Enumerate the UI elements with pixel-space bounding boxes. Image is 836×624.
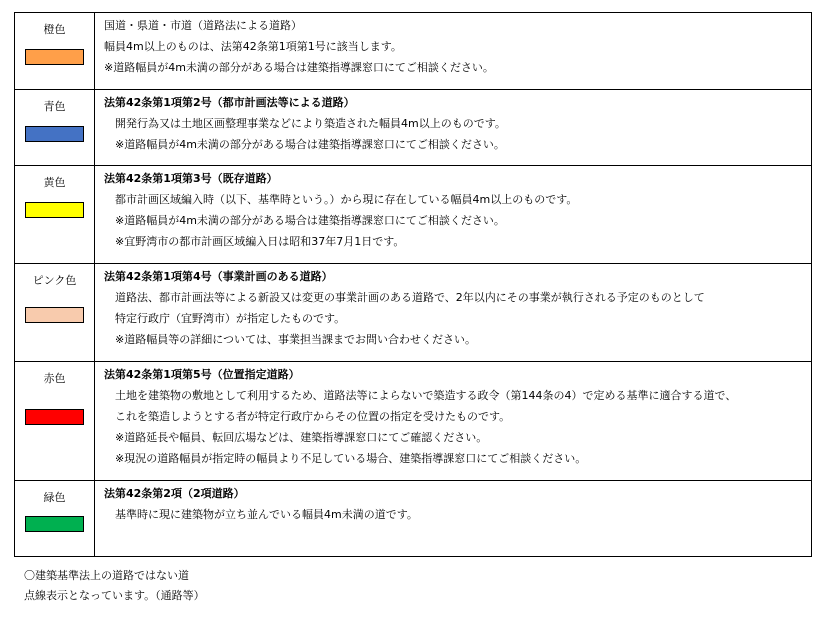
legend-color-cell <box>15 264 95 362</box>
road-type-title: 法第42条第1項第2号（都市計画法等による道路） <box>104 96 355 109</box>
legend-color-cell <box>15 481 95 557</box>
green-swatch <box>25 516 84 532</box>
legend-description-cell <box>95 264 812 362</box>
yellow-swatch <box>25 202 84 218</box>
note-line: ※道路幅員が4m未満の部分がある場合は建築指導課窓口にてご相談ください。 <box>104 61 494 74</box>
blue-swatch <box>25 126 84 142</box>
pink-swatch <box>25 307 84 323</box>
legend-color-cell <box>15 166 95 264</box>
non-road-heading: 〇建築基準法上の道路ではない道 <box>24 569 189 582</box>
legend-row-blue <box>15 90 812 166</box>
road-type-title: 法第42条第1項第4号（事業計画のある道路） <box>104 270 333 283</box>
description-line: 都市計画区域編入時（以下、基準時という。）から現に存在している幅員4m以上のものです。 <box>104 193 578 206</box>
legend-description-cell <box>95 13 812 90</box>
note-line: ※道路幅員等の詳細については、事業担当課までお問い合わせください。 <box>104 333 476 346</box>
legend-row-pink <box>15 264 812 362</box>
non-road-note <box>24 566 205 606</box>
color-name: 緑色 <box>43 491 66 504</box>
legend-color-cell <box>15 13 95 90</box>
road-type-title: 法第42条第1項第5号（位置指定道路） <box>104 368 300 381</box>
legend-description-cell <box>95 362 812 481</box>
legend-row-green <box>15 481 812 557</box>
road-type-title: 法第42条第2項（2項道路） <box>104 487 245 500</box>
orange-swatch <box>25 49 84 65</box>
color-name: 黄色 <box>43 176 66 189</box>
note-line: ※道路幅員が4m未満の部分がある場合は建築指導課窓口にてご相談ください。 <box>104 214 505 227</box>
color-name: 赤色 <box>43 372 66 385</box>
legend-row-orange <box>15 13 812 90</box>
note-line: ※現況の道路幅員が指定時の幅員より不足している場合、建築指導課窓口にてご相談ください。 <box>104 452 587 465</box>
description-line: これを築造しようとする者が特定行政庁からその位置の指定を受けたものです。 <box>104 410 511 423</box>
note-line: ※道路幅員が4m未満の部分がある場合は建築指導課窓口にてご相談ください。 <box>104 138 505 151</box>
description-line: 基準時に現に建築物が立ち並んでいる幅員4m未満の道です。 <box>104 508 418 521</box>
color-name: 青色 <box>43 100 66 113</box>
description-line: 特定行政庁（宜野湾市）が指定したものです。 <box>104 312 346 325</box>
road-type-title: 国道・県道・市道（道路法による道路） <box>104 19 302 32</box>
legend-description-cell <box>95 481 812 557</box>
description-line: 開発行為又は土地区画整理事業などにより築造された幅員4m以上のものです。 <box>104 117 506 130</box>
description-line: 道路法、都市計画法等による新設又は変更の事業計画のある道路で、2年以内にその事業が執行される予定のものとして <box>104 291 705 304</box>
legend-color-cell <box>15 90 95 166</box>
note-line: ※道路延長や幅員、転回広場などは、建築指導課窓口にてご確認ください。 <box>104 431 488 444</box>
note-line: ※宜野湾市の都市計画区域編入日は昭和37年7月1日です。 <box>104 235 405 248</box>
road-legend-table <box>14 12 812 557</box>
road-type-title: 法第42条第1項第3号（既存道路） <box>104 172 278 185</box>
red-swatch <box>25 409 84 425</box>
description-line: 土地を建築物の敷地として利用するため、道路法等によらないで築造する政令（第144条の4）で定める基準に適合する道で、 <box>104 389 737 402</box>
legend-description-cell <box>95 90 812 166</box>
color-name: 橙色 <box>43 23 66 36</box>
legend-row-red <box>15 362 812 481</box>
legend-color-cell <box>15 362 95 481</box>
legend-row-yellow <box>15 166 812 264</box>
non-road-description: 点線表示となっています。（通路等） <box>24 589 205 602</box>
color-name: ピンク色 <box>32 274 77 287</box>
legend-description-cell <box>95 166 812 264</box>
description-line: 幅員4m以上のものは、法第42条第1項第1号に該当します。 <box>104 40 402 53</box>
